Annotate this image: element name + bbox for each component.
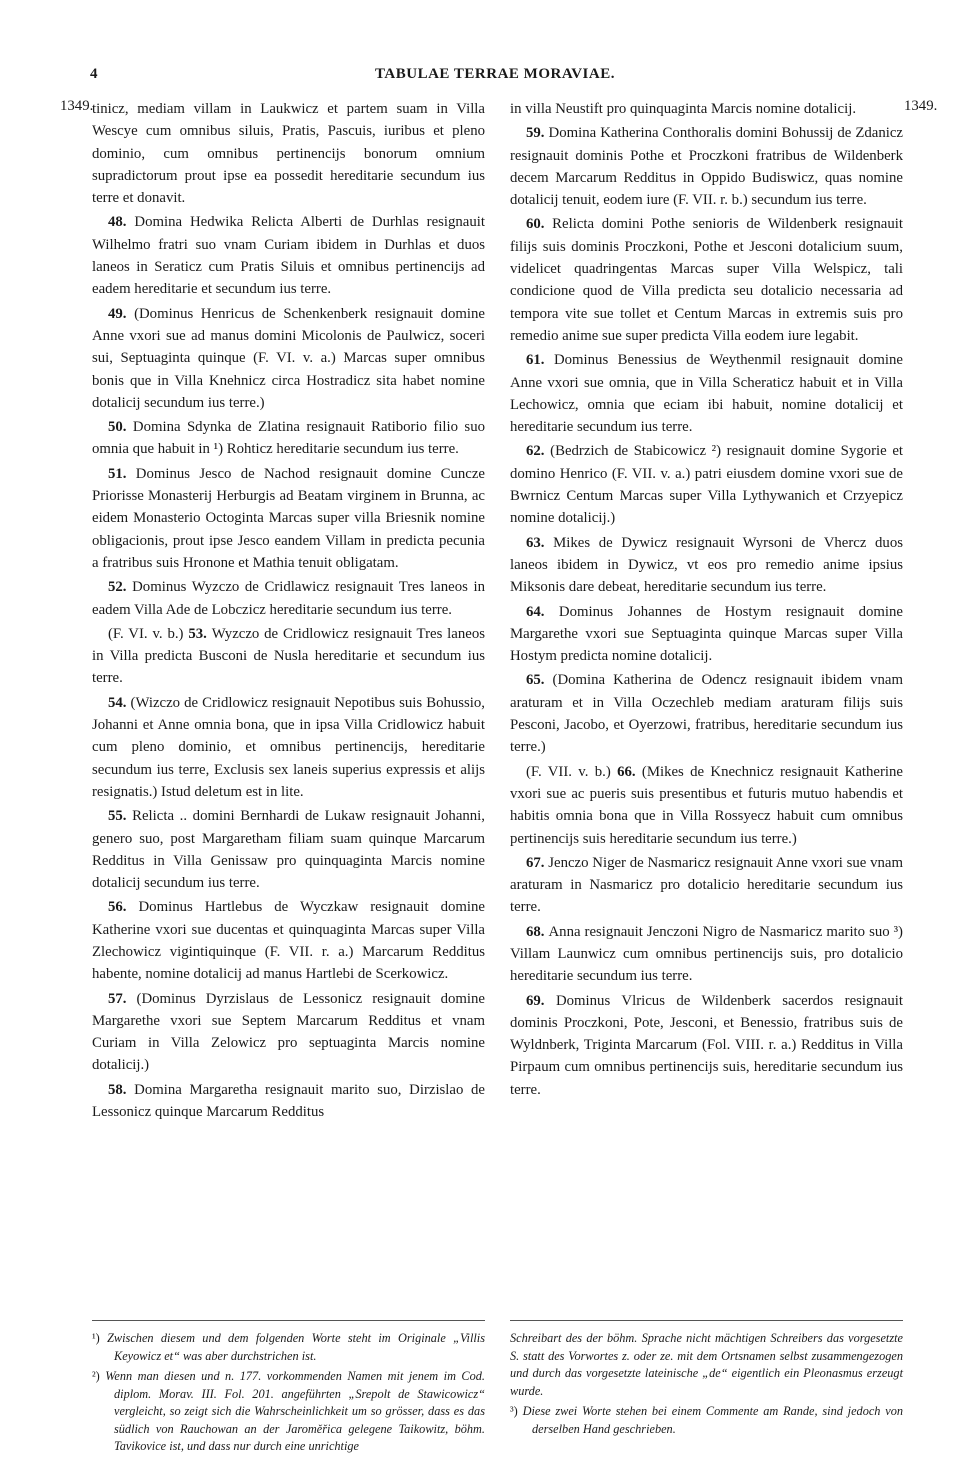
footnote-rule-right [510, 1320, 903, 1321]
entry-text: in villa Neustift pro quinquaginta Marcis nomine dotalicij. [510, 101, 857, 117]
entry-paragraph [510, 440, 903, 529]
entry-number: 59. [526, 125, 549, 142]
entry-paragraph [92, 623, 485, 690]
entry-number: 53. [188, 625, 212, 642]
entry-text: Relicta domini Pothe senioris de Wildenberk resignauit filijs suis dominis Proczkoni, Pothe et Jesconi dotalicium suum, videlicet quadringentas Marcas super Villa Welspicz, tali condicione quod de Villa predicta seu dotalicio necessaria ad tempora vite sue tollet et Centum Marcas in extremis suis pro remedio anime sue super predicta Villa eodem iure legabit. [510, 216, 903, 344]
entry-text: (Bedrzich de Stabicowicz ²) resignauit domine Sygorie et domino Henrico (F. VII. v. a.) patri eiusdem domine vxori sue de Bwrnicz Centum Marcas super Villa Lythywanich et Crzyepicz nomine dotalicij.) [510, 443, 903, 527]
entry-paragraph [510, 213, 903, 347]
entry-number: 50. [108, 419, 133, 436]
entry-number: 54. [108, 694, 131, 711]
entry-paragraph [510, 852, 903, 919]
entry-paragraph [510, 921, 903, 988]
footnote-mark: ²) [92, 1369, 106, 1383]
footnote [510, 1403, 903, 1438]
footnote-text: Wenn man diesen und n. 177. vorkommenden Namen mit jenem im Cod. diplom. Morav. III. Fol. 201. angeführten „Srepolt de Stawicowicz“ vergleicht, so zeigt sich die Wahrscheinlichkeit um so grösser, dass es das südlich von Rauchowan an der Jaroměřica gelegene Taikowitz, böhm. Tavikovice ist, und dass nur durch eine unrichtige [105, 1369, 486, 1453]
entry-paragraph [510, 669, 903, 758]
footnote [510, 1330, 903, 1400]
footnote-mark: ³) [510, 1404, 523, 1418]
entry-text: Domina Sdynka de Zlatina resignauit Ratiborio filio suo omnia que habuit in ¹) Rohticz hereditarie secundum ius terre. [92, 419, 485, 458]
entry-text: Wyzczo de Cridlowicz resignauit Tres laneos in Villa predicta Busconi de Nusla hereditarie et secundum ius terre. [92, 625, 485, 687]
entry-text: (Dominus Henricus de Schenkenberk resignauit domine Anne vxori sue ad manus domini Micolonis de Paulwicz, soceri sui, Septuaginta quinque (F. VI. v. a.) Marcas super omnibus bonis que in Villa Knehnicz circa Hostradicz sita habet nomine dotalicij secundum ius terre.) [92, 305, 485, 411]
entry-number: 63. [526, 534, 554, 551]
entry-number: 64. [526, 603, 559, 620]
entry-text: Domina Hedwika Relicta Alberti de Durhlas resignauit Wilhelmo fratri suo vnam Curiam ibidem in Durhlas et duos laneos in Seraticz cum Pratis Siluis et omnibus pertinencijs ad eadem hereditarie et secundum ius terre. [92, 214, 485, 298]
entry-paragraph [92, 1079, 485, 1124]
entry-paragraph [92, 692, 485, 803]
entry-text: Dominus Vlricus de Wildenberk sacerdos resignauit dominis Proczkoni, Pote, Jesconi, et Benessio, fratribus suis de Wyldnberk, Triginta Marcarum (Fol. VIII. r. a.) Redditus in Villa Pirpaum cum omnibus pertinencijs suis, hereditarie secundum ius terre. [510, 992, 903, 1098]
footnote [92, 1368, 485, 1456]
entry-number: 58. [108, 1081, 135, 1098]
entry-paragraph [92, 576, 485, 621]
entry-paragraph [92, 303, 485, 414]
margin-year-right: 1349. [904, 98, 938, 114]
entry-number: 68. [526, 923, 549, 940]
folio-reference: (F. VI. v. b.) [108, 625, 189, 642]
entry-number: 69. [526, 992, 556, 1009]
entry-paragraph [510, 349, 903, 438]
right-text-column [510, 98, 903, 1103]
entry-number: 52. [108, 579, 133, 596]
entry-text: Dominus Hartlebus de Wyczkaw resignauit domine Katherine vxori sue ducentas et quinquaginta Marcas super Villa Zlechowicz vigintiquinque (F. VII. r. a.) Marcarum Redditus habente, nomine dotalicij ad manus Hartlebi de Scerkowicz. [92, 899, 485, 983]
entry-paragraph [510, 601, 903, 668]
entry-text: Mikes de Dywicz resignauit Wyrsoni de Vhercz duos laneos ibidem in Dywicz, vt eos pro remedio anime ipsius Miksonis dare debeat, hereditarie secundum ius terre. [510, 534, 903, 596]
footnote-text: Zwischen diesem und dem folgenden Worte steht im Originale „Villis Keyowicz et“ was aber durchstrichen ist. [107, 1331, 485, 1363]
entry-text: (Dominus Dyrzislaus de Lessonicz resignauit domine Margarethe vxori sue Septem Marcarum Redditus et vnam Curiam in Villa Zelowicz pro septuaginta Marcis nomine dotalicij.) [92, 990, 485, 1074]
folio-reference: (F. VII. v. b.) [526, 763, 618, 780]
footnote-text: Diese zwei Worte stehen bei einem Commente am Rande, sind jedoch von derselben Hand geschrieben. [522, 1404, 903, 1436]
entry-number: 49. [108, 305, 135, 322]
footnotes-right [510, 1330, 903, 1441]
entry-text: Dominus Wyzczo de Cridlawicz resignauit Tres laneos in eadem Villa Ade de Lobczicz hereditarie secundum ius terre. [92, 579, 485, 618]
entry-number: 62. [526, 443, 551, 460]
entry-paragraph [510, 532, 903, 599]
running-title: TABULAE TERRAE MORAVIAE. [375, 66, 615, 82]
entry-text: tinicz, mediam villam in Laukwicz et partem suam in Villa Wescye cum omnibus siluis, Pratis, Pascuis, iuribus et pleno dominio, cum omnibus pertinencijs bonorum omnium supradictorum prout ipse ea possedit hereditarie secundum ius terre et donavit. [92, 101, 485, 207]
entry-number: 51. [108, 465, 136, 482]
entry-number: 57. [108, 990, 137, 1007]
entry-paragraph [92, 416, 485, 461]
entry-paragraph [92, 98, 485, 209]
footnote-text: Schreibart des der böhm. Sprache nicht mächtigen Schreibers das vorgesetzte S. statt des Vorwortes z. oder ze. mit dem Ortsnamen selbst zusammengezogen und durch das vorgesetzte lateinische „de“ eigentlich ein Pleonasmus erzeugt wurde. [510, 1331, 903, 1398]
entry-paragraph [510, 122, 903, 211]
entry-number: 55. [108, 808, 133, 825]
entry-number: 60. [526, 216, 553, 233]
footnote-mark: ¹) [92, 1331, 108, 1345]
entry-number: 61. [526, 352, 554, 369]
entry-text: Domina Katherina Conthoralis domini Bohussij de Zdanicz resignauit dominis Pothe et Proczkoni fratribus de Wildenberk decem Marcarum Redditus in Oppido Budiswicz, quas nomine dotalicij tenuit, eodem iure (F. VII. r. b.) secundum ius terre. [510, 125, 903, 209]
entry-text: Dominus Jesco de Nachod resignauit domine Cuncze Priorisse Monasterij Herburgis ad Beatam virginem in Brunna, ac eidem Monasterio Octoginta Marcas super villa Briesnik nomine obligacionis, prout ipse Jesco eandem Villam in predicta pecunia a fratribus suis Hronone et Mathia tenuit obligatam. [92, 465, 485, 571]
entry-text: Relicta .. domini Bernhardi de Lukaw resignauit Johanni, genero suo, post Margaretham filiam suam quinque Marcarum Redditus in Villa Genissaw pro quinquaginta Marcis nomine dotalicij secundum ius terre. [92, 808, 485, 892]
entry-paragraph [510, 990, 903, 1101]
entry-text: Dominus Johannes de Hostym resignauit domine Margarethe vxori sue Septuaginta quinque Marcas super Villa Hostym predicta nomine dotalicij. [510, 603, 903, 665]
footnote-rule-left [92, 1320, 485, 1321]
entry-text: Anna resignauit Jenczoni Nigro de Nasmaricz marito suo ³) Villam Launwicz cum omnibus pertinencijs suis, pro dotalicio hereditarie secundum ius terre. [510, 923, 903, 985]
entry-number: 67. [526, 854, 549, 871]
page-header [90, 66, 900, 88]
entry-text: Dominus Benessius de Weythenmil resignauit domine Anne vxori sue omnia, que in Villa Scheraticz habuit et in Villa Lechowicz, omnia que eciam ibi habuit, nomine dotalicij et hereditarie secundum ius terre. [510, 352, 903, 436]
entry-paragraph [92, 988, 485, 1077]
entry-text: (Wizczo de Cridlowicz resignauit Nepotibus suis Bohussio, Johanni et Anne omnia bona, que in ipsa Villa Cridlowicz habuit cum pleno dominio, et omnibus pertinencijs, hereditarie secundum ius terre, Exclusis sex laneis superius expressis et alijs resignatis.) Istud deletum est in lite. [92, 694, 485, 800]
entry-paragraph [510, 761, 903, 850]
entry-paragraph [92, 463, 485, 574]
entry-number: 66. [617, 763, 642, 780]
entry-number: 48. [108, 214, 135, 231]
footnote [92, 1330, 485, 1365]
entry-text: Domina Margaretha resignauit marito suo, Dirzislao de Lessonicz quinque Marcarum Redditus [92, 1081, 485, 1121]
entry-number: 65. [526, 672, 553, 689]
entry-paragraph [92, 896, 485, 985]
entry-text: (Mikes de Knechnicz resignauit Katherine vxori sue ac pueris suis presentibus et futuris mutuo habendis et habitis omnia bona que in Villa Rossyecz habuit cum omnibus pertinencijs suis hereditarie secundum ius terre.) [510, 763, 903, 847]
entry-paragraph [92, 211, 485, 300]
margin-year-left: 1349. [60, 98, 94, 114]
entry-number: 56. [108, 899, 139, 916]
entry-paragraph [92, 805, 485, 894]
entry-text: (Domina Katherina de Odencz resignauit ibidem vnam araturam et in Villa Oczechleb mediam araturam filijs suis Pesconi, Jacobo, et Oyerzowi, fratribus, hereditarie secundum ius terre.) [510, 672, 903, 756]
footnotes-left [92, 1330, 485, 1459]
entry-paragraph [510, 98, 903, 120]
left-text-column [92, 98, 485, 1125]
entry-text: Jenczo Niger de Nasmaricz resignauit Anne vxori sue vnam araturam in Nasmaricz pro dotalicio hereditarie secundum ius terre. [510, 854, 903, 916]
page-number: 4 [90, 66, 98, 82]
